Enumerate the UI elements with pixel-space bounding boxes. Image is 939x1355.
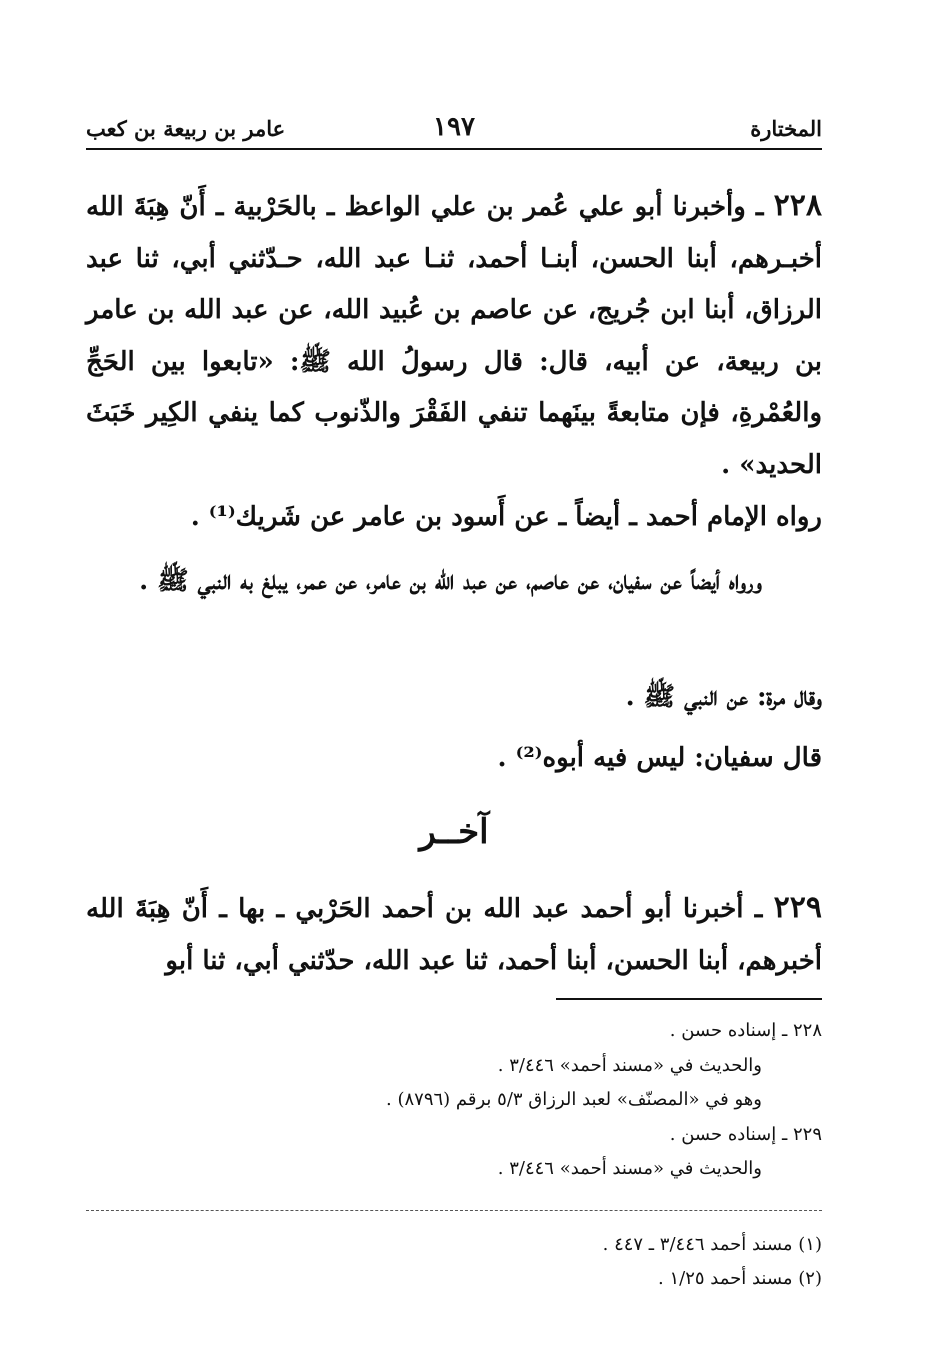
- note-line: ٢٢٩ ـ إسناده حسن .: [669, 1123, 822, 1145]
- hadith-text: ـ أخبرنا أبو أحمد عبد الله بن أحمد الحَرْبي ـ بها ـ أَنّ هِبَةَ الله أخبرهم، أبنا الحسن، أبنا أحمد، ثنا عبد الله، حدّثني أبي، ثنا أبو: [86, 894, 822, 976]
- section-title: عامر بن ربيعة بن كعب: [86, 116, 286, 141]
- hadith-number: ٢٢٨: [773, 188, 822, 223]
- header-rule: [86, 148, 822, 150]
- note-line: وهو في «المصنّف» لعبد الرزاق ٥/٣ برقم (٨٧٩٦) .: [386, 1089, 762, 1110]
- paragraph-narration-3: وقال مرة: عن النبي ﷺ .: [625, 682, 822, 712]
- running-header: [86, 112, 822, 146]
- paragraph-narration-2: ورواه أيضاً عن سفيان، عن عاصم، عن عبد الله بن عامر، عن عمر، يبلغ به النبي ﷺ .: [139, 566, 762, 596]
- paragraph-narration-1: رواه الإمام أحمد ـ أيضاً ـ عن أَسود بن عامر عن شَريك⁽¹⁾ .: [190, 502, 822, 532]
- note-line: والحديث في «مسند أحمد» ٣/٤٤٦ .: [497, 1054, 762, 1076]
- hadith-229: [86, 882, 822, 987]
- notes-separator: [556, 998, 822, 1000]
- footnote-2: (٢) مسند أحمد ١/٢٥ .: [658, 1268, 822, 1289]
- footnote-1: (١) مسند أحمد ٣/٤٤٦ ـ ٤٤٧ .: [602, 1234, 822, 1255]
- note-line: ٢٢٨ ـ إسناده حسن .: [669, 1020, 822, 1041]
- footnotes: [86, 1228, 822, 1296]
- page-number: ١٩٧: [433, 112, 475, 142]
- chapter-title: آخــر: [419, 812, 489, 852]
- note-line: والحديث في «مسند أحمد» ٣/٤٤٦ .: [497, 1158, 762, 1179]
- hadith-text: ـ وأخبرنا أبو علي عُمر بن علي الواعظ ـ بالحَرْبية ـ أَنّ هِبَةَ الله أخبـرهم، أبنا الحسن، أبنـا أحمد، ثنـا عبد الله، حـدّثني أبي، ثنا عبد الرزاق، أبنا ابن جُريج، عن عاصم بن عُبيد الله، عن عبد الله بن عامر بن ربيعة، عن أبيه، قال: قال رسولُ الله ﷺ: «تابعوا بين الحَجِّ والعُمْرةِ، فإن متابعةً بينَهما تنفي الفَقْرَ والذّنوب كما ينفي الكِير خَبَثَ الحديد» .: [86, 192, 823, 480]
- book-title: المختارة: [750, 116, 822, 141]
- hadith-228: [86, 180, 822, 491]
- paragraph-narration-4: قال سفيان: ليس فيه أبوه⁽²⁾ .: [497, 743, 822, 773]
- hadith-number: ٢٢٩: [773, 890, 822, 925]
- editor-notes: [86, 1014, 822, 1187]
- footnote-separator: [86, 1210, 822, 1211]
